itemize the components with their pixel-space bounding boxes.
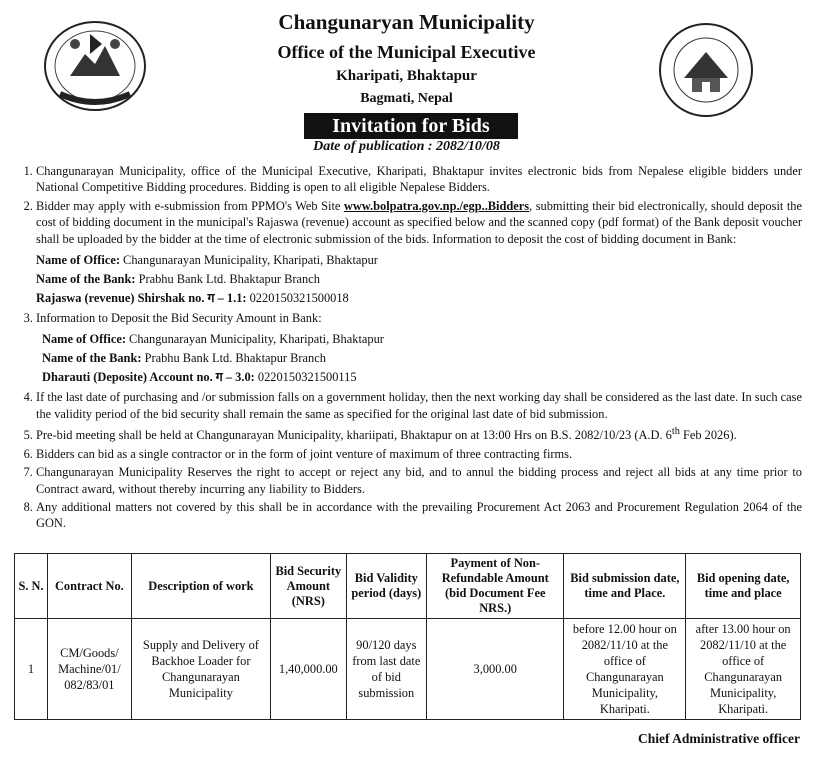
- office-value: Changunarayan Municipality, Kharipati, Bhaktapur: [119, 253, 378, 268]
- bank-label: Name of the Bank:: [36, 272, 136, 287]
- publication-date: Date of publication : 2082/10/08: [313, 139, 500, 154]
- item-text: , submitting their bid electronically, should deposit the cost of bidding document in the municipal's Rajaswa (revenue) account as specified below and the scanned copy (pdf format) of the Bank deposit voucher shall be uploaded by the bidder at the time of electronic submission of the bids. Information to deposit the cost of bidding document in Bank:: [36, 198, 802, 246]
- bank-value: Prabhu Bank Ltd. Bhaktapur Branch: [141, 351, 326, 366]
- header-document-fee: Payment of Non-Refundable Amount (bid Document Fee NRS.): [427, 554, 564, 619]
- notice-items: [14, 163, 802, 532]
- signatory-title: Chief Administrative officer: [638, 731, 800, 746]
- office-name: Office of the Municipal Executive: [277, 42, 536, 62]
- deposit-account-details: [42, 330, 802, 387]
- notice-item-4: [36, 389, 802, 422]
- notice-item-6: [36, 446, 802, 462]
- notice-item-1: [36, 163, 802, 196]
- cell-submission: before 12.00 hour on 2082/11/10 at the office of Changunarayan Municipality, Kharipati.: [564, 619, 686, 720]
- notice-body: [14, 163, 802, 534]
- office-label: Name of Office:: [42, 332, 126, 347]
- notice-item-5: [36, 424, 802, 444]
- office-label: Name of Office:: [36, 253, 120, 268]
- ordinal-suffix: th: [671, 426, 680, 438]
- header-sn: S. N.: [15, 554, 48, 619]
- header-bid-validity: Bid Validity period (days): [346, 554, 427, 619]
- header-contract-no: Contract No.: [48, 554, 132, 619]
- account-label: Dharauti (Deposite) Account no. ग – 3.0:: [42, 370, 255, 385]
- item-text: Bidders can bid as a single contractor or in the form of joint venture of maximum of three contracting firms.: [36, 446, 573, 461]
- item-text: Changunarayan Municipality Reserves the right to accept or reject any bid, and to annul the bidding process and reject all bids at any time prior to Contract award, without thereby incurring any liability to Bidders.: [36, 465, 802, 496]
- header-bid-security: Bid Security Amount (NRS): [271, 554, 346, 619]
- account-value: 0220150321500018: [246, 291, 349, 306]
- header-submission: Bid submission date, time and Place.: [564, 554, 686, 619]
- notice-item-2: [36, 198, 802, 308]
- item-text: Any additional matters not covered by this shall be in accordance with the prevailing Procurement Act 2063 and Procurement Regulation 2064 of the GON.: [36, 500, 802, 531]
- header-description: Description of work: [131, 554, 270, 619]
- office-value: Changunarayan Municipality, Kharipati, Bhaktapur: [125, 332, 384, 347]
- revenue-account-details: [36, 251, 802, 308]
- bank-label: Name of the Bank:: [42, 351, 142, 366]
- municipality-name: Changunaryan Municipality: [278, 10, 535, 34]
- letterhead: [0, 0, 813, 158]
- office-location: Kharipati, Bhaktapur: [336, 68, 477, 84]
- account-value: 0220150321500115: [254, 370, 357, 385]
- item-text: Bidder may apply with e-submission from PPMO's Web Site: [36, 198, 344, 213]
- notice-item-3: [36, 310, 802, 387]
- cell-document-fee: 3,000.00: [427, 619, 564, 720]
- item-text: Information to Deposit the Bid Security Amount in Bank:: [36, 311, 322, 326]
- cell-contract-no: CM/Goods/ Machine/01/ 082/83/01: [48, 619, 132, 720]
- item-text: Changunarayan Municipality, office of the Municipal Executive, Kharipati, Bhaktapur invites electronic bids from Nepalese eligible bidders under National Competitive Bidding procedures. Bidding is open to all eligible Nepalese Bidders.: [36, 164, 802, 195]
- table-header-row: [15, 554, 801, 619]
- cell-bid-validity: 90/120 days from last date of bid submission: [346, 619, 427, 720]
- notice-title-banner: Invitation for Bids: [304, 113, 518, 139]
- table-row: [15, 619, 801, 720]
- item-text: If the last date of purchasing and /or submission falls on a government holiday, then the next working day shall be considered as the last date. In such case the validity period of the bid security shall remain the same as specified for the original last date of bid submission.: [36, 390, 802, 421]
- notice-item-8: [36, 499, 802, 532]
- cell-description: Supply and Delivery of Backhoe Loader for Changunarayan Municipality: [131, 619, 270, 720]
- bid-details-table: [14, 553, 801, 720]
- cell-sn: 1: [15, 619, 48, 720]
- municipality-seal-icon: [658, 22, 754, 118]
- cell-bid-security: 1,40,000.00: [271, 619, 346, 720]
- notice-item-7: [36, 464, 802, 497]
- bank-value: Prabhu Bank Ltd. Bhaktapur Branch: [135, 272, 320, 287]
- cell-opening: after 13.00 hour on 2082/11/10 at the office of Changunarayan Municipality, Kharipati.: [686, 619, 801, 720]
- item-text: Feb 2026).: [679, 428, 737, 443]
- office-province: Bagmati, Nepal: [360, 91, 453, 106]
- account-label: Rajaswa (revenue) Shirshak no. ग – 1.1:: [36, 291, 247, 306]
- bolpatra-link[interactable]: www.bolpatra.gov.np./egp..Bidders: [343, 198, 530, 213]
- header-opening: Bid opening date, time and place: [686, 554, 801, 619]
- item-text: Pre-bid meeting shall be held at Changunarayan Municipality, khariipati, Bhaktapur on at 13:00 Hrs on B.S. 2082/10/23 (A.D. 6: [36, 428, 672, 443]
